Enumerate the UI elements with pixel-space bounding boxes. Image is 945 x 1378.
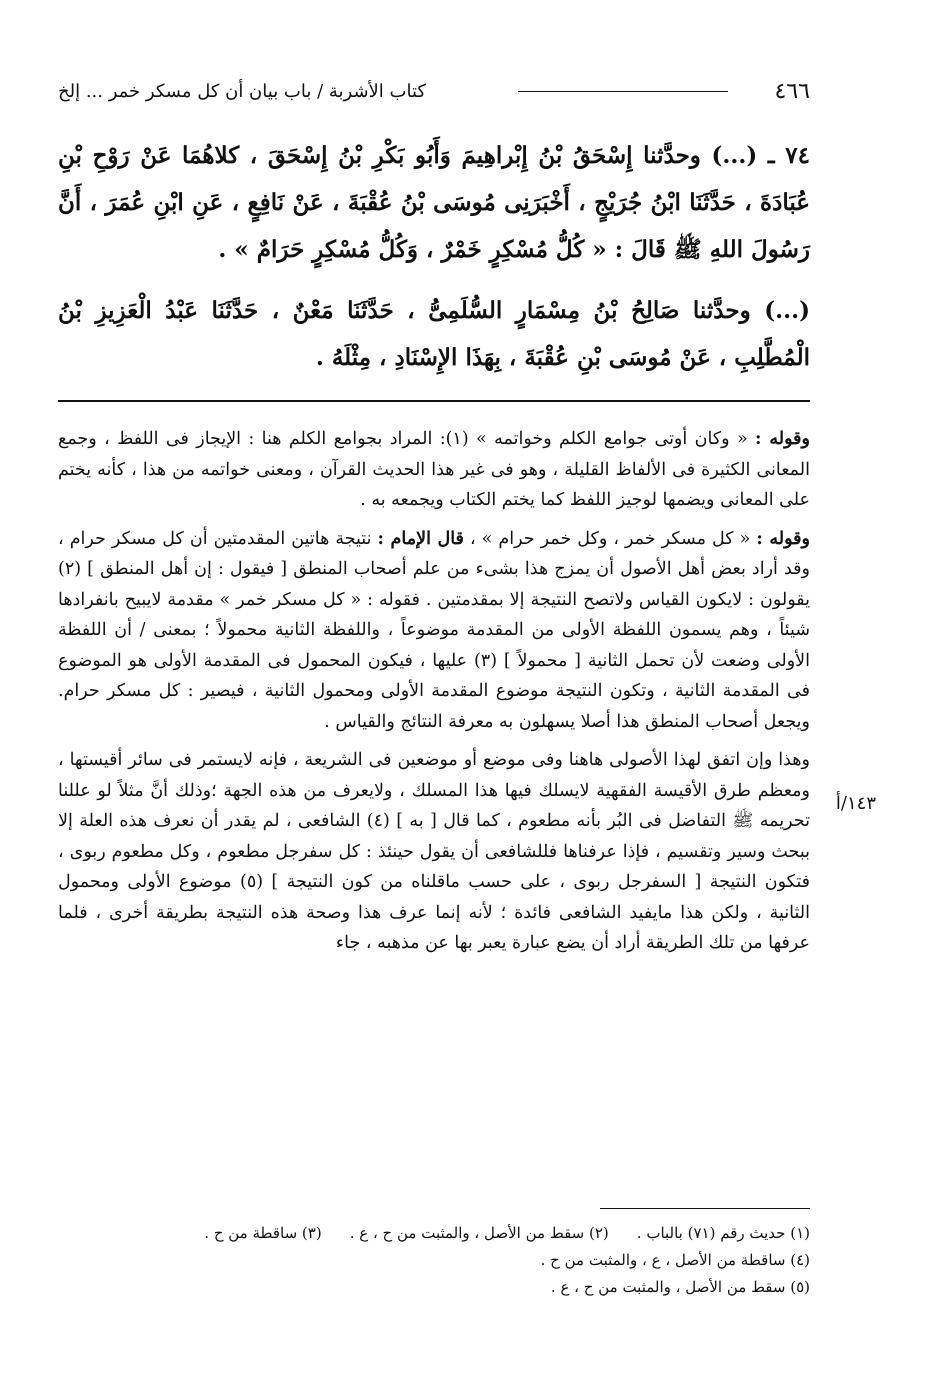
footnote: (١) حديث رقم (٧١) بالباب . [636,1224,810,1242]
footnote: (٥) سقط من الأصل ، والمثبت من ح ، ع . [550,1278,810,1296]
commentary-paragraph [58,424,810,516]
paragraph-text: « وكان أوتى جوامع الكلم وخواتمه » (١): المراد بجوامع الكلم هنا : الإيجاز فى اللفظ ، وجمع المعانى الكثيرة فى الألفاظ القليلة ، وهو فى غير هذا الحديث القرآن ، ومعنى خواتمه من هذا ، كأنه يختم على المعانى ويضمها لوجيز اللفظ كما يختم الكتاب ويجمعه به . [58,429,810,510]
manuscript-folio-ref: ١٤٣/أ [835,793,876,814]
hadith-text [58,132,810,381]
footnote-divider [600,1208,810,1209]
hadith-paragraph: ٧٤ ـ (...) وحدَّثنا إِسْحَقُ بْنُ إِبْراهِيمَ وَأَبُو بَكْرِ بْنُ إِسْحَقَ ، كلاهُمَا عَنْ رَوْحِ بْنِ عُبَادَةَ ، حَدَّثَنَا ابْنُ جُرَيْجٍ ، أَخْبَرَنِى مُوسَى بْنُ عُقْبَةَ ، عَنْ نَافِعٍ ، عَنِ ابْنِ عُمَرَ ، أَنَّ رَسُولَ اللهِ ﷺ قَالَ : « كُلُّ مُسْكِرٍ خَمْرٌ ، وَكُلُّ مُسْكِرٍ حَرَامٌ » . [58,142,811,263]
footnote: (٤) ساقطة من الأصل ، ع ، والمثبت من ح . [540,1251,810,1269]
page-number: ٤٦٦ [774,78,810,104]
paragraph-text: نتيجة هاتين المقدمتين أن كل مسكر حرام ، وقد أراد بعض أهل الأصول أن يمزج هذا بشىء من علم أصحاب المنطق [ فيقول : إن أهل المنطق ] (٢) يقولون : لايكون القياس ولاتصح النتيجة إلا بمقدمتين . فقوله : « كل مسكر خمر » مقدمة لايبيح بانفرادها شيئاً ، وهم يسمون اللفظة الأولى من المقدمة موضوعاً ، واللفظة الثانية محمولاً ؛ بمعنى / أن اللفظة الأولى وضعت لأن تحمل الثانية [ محمولاً ] (٣) عليها ، فيكون المحمول فى المقدمة الأولى هو الموضوع فى المقدمة الثانية ، وتكون النتيجة موضوع المقدمة الأولى ومحمول الثانية ، فيصير : كل مسكر حرام. ويجعل أصحاب المنطق هذا أصلا يسهلون به معرفة النتائج والقياس . [58,528,811,732]
footnote: (٢) سقط من الأصل ، والمثبت من ح ، ع . [349,1224,609,1242]
page-header [58,74,810,108]
paragraph-text: وهذا وإن اتفق لهذا الأصولى هاهنا وفى موضع أو موضعين فى الشريعة ، فإنه لايستمر فى سائر أقيستها ، ومعظم طرق الأقيسة الفقهية لايسلك فيها هذا المسلك ، ولايعرف من هذه الجهة ؛وذلك أنَّ مثلاً لو عللنا تحريمه ﷺ التفاضل فى البُر بأنه مطعوم ، كما قال [ به ] (٤) الشافعى ، لم يقدر أن نعرف هذه العلة إلا ببحث وسير وتقسيم ، فإذا عرفناها فللشافعى أن يقول حينئذ : كل سفرجل مطعوم ، وكل مطعوم ربوى ، فتكون النتيجة [ السفرجل ربوى ، على حسب ماقلناه من كون النتيجة ] (٥) موضوع الأولى ومحمول الثانية ، ولكن هذا مايفيد الشافعى فائدة ؛ لأنه إنما عرف هذا وصحة هذه النتيجة بطريقة أخرى ، فلما عرفها من تلك الطريقة أراد أن يضع عبارة يعبر بها عن مذهبه ، جاء [58,750,810,953]
commentary-paragraph [58,745,810,959]
section-divider [58,400,810,402]
book-page [58,60,876,1340]
hadith-paragraph: (...) وحدَّثنا صَالِحُ بْنُ مِسْمَارٍ السُّلَمِىُّ ، حَدَّثَنَا مَعْنٌ ، حَدَّثَنَا عَبْدُ الْعَزِيزِ بْنُ الْمُطَّلِبِ ، عَنْ مُوسَى بْنِ عُقْبَةَ ، بِهَذَا الإِسْنَادِ ، مِثْلَهُ . [58,297,810,371]
footnotes [98,1220,810,1301]
running-title: كتاب الأشربة / باب بيان أن كل مسكر خمر ... إلخ [58,80,426,102]
header-rule [518,91,728,92]
footnote: (٣) ساقطة من ح . [204,1224,322,1242]
footnote-row [98,1220,810,1247]
commentary-paragraph [58,524,810,738]
imam-label: قال الإمام : [377,528,464,549]
paragraph-lead: وقوله : [756,528,810,549]
paragraph-text: « كل مسكر خمر ، وكل خمر حرام » ، [469,528,751,549]
commentary [58,424,810,959]
paragraph-lead: وقوله : [755,429,810,449]
